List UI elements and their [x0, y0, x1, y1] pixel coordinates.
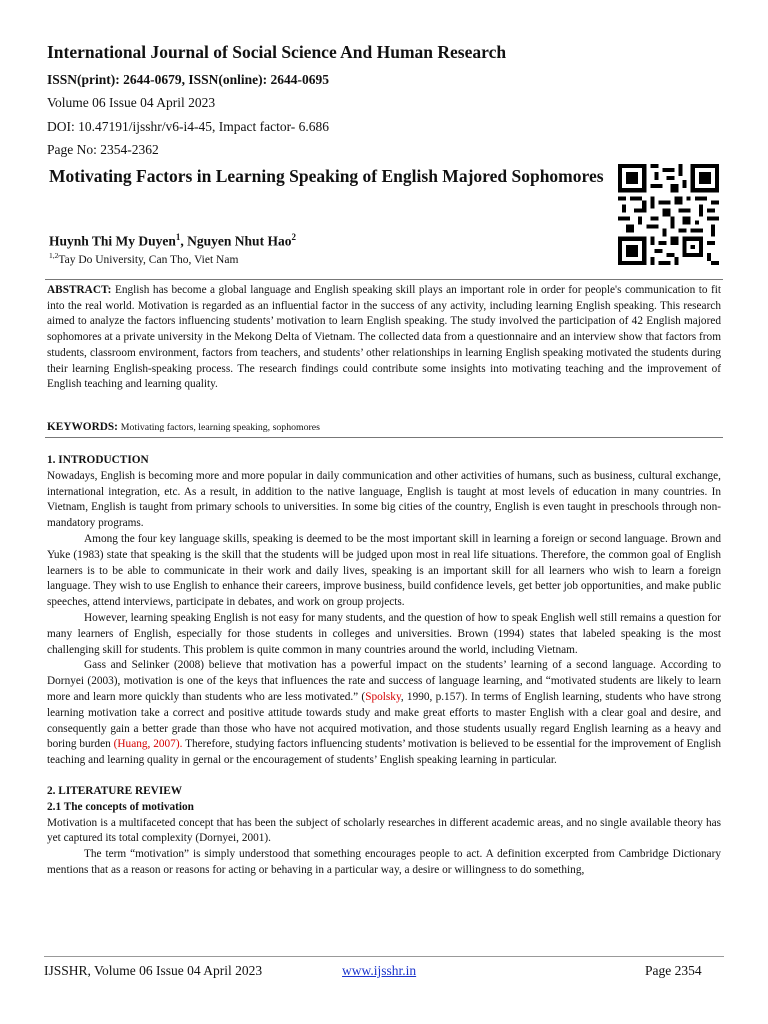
keywords-label: KEYWORDS: — [47, 421, 118, 433]
doi: DOI: 10.47191/ijsshr/v6-i4-45 — [47, 119, 212, 134]
affiliation: $^{1,2}$Tay Do University, Can Tho, Viet Nam — [49, 251, 239, 266]
subsection-heading: 2.1 The concepts of motivation — [47, 800, 194, 813]
page-range: Page No: 2354-2362 — [47, 142, 159, 157]
keywords-text: Motivating factors, learning speaking, sophomores — [120, 422, 320, 433]
doi-line: DOI: 10.47191/ijsshr/v6-i4-45, Impact factor- 6.686 — [47, 119, 330, 134]
abstract-text: English has become a global language and English speaking skill plays an important role in order for people's communication to fit into the real world. Motivation is regarded as an influential factor in the success of any activity, including learning English speaking. This research aimed to analyze the factors influencing students’ motivation to learn English speaking. The study involved the participation of 42 English majored sophomores at a private university in the Mekong Delta of Vietnam. The collected data from a questionnaire and an interview show that factors from students, classroom environment, factors from teachers, and students’ other relationships in learning English speaking motivated the students during their learning English-speaking process. The research findings could contribute some insights into motivating teaching and the improvement of English teaching and learning quality. — [47, 284, 721, 391]
journal-title: International Journal of Social Science And Human Research — [47, 42, 507, 62]
author-2: Nguyen Nhut Hao — [187, 233, 292, 249]
author-1: Huynh Thi My Duyen — [49, 233, 176, 249]
footer-journal: IJSSHR, Volume 06 Issue 04 April 2023 — [44, 963, 263, 978]
citation-link[interactable]: Spolsky — [365, 690, 401, 703]
qr-code-icon — [618, 164, 719, 265]
section-heading: 2. LITERATURE REVIEW — [47, 784, 183, 797]
paragraph: Among the four key language skills, speaking is deemed to be the most important skill in learning a foreign or second language. Brown and Yuke (1983) state that speaking is the skill that the students will be judged upon most in real life situations. Therefore, the common goal of English learners is to be able to communicate in their work and daily lives, speaking is an important skill for all learners who wish to learn a foreign language. They wish to use English to enhance their careers, improve business, build confidence levels, get better job opportunities, and make public speeches, attend interviews, participate in debates, and work on group projects. — [47, 532, 721, 609]
paragraph: Nowadays, English is becoming more and more popular in daily communication and other activities of humans, such as business, cultural exchange, international integration, etc. As a result, in addition to the native language, English is taught at most levels of education in many countries. In Vietnam, English is taught from primary schools to universities. In some big cities of the country, English is even taught in preschools through non-mandatory programs. — [47, 469, 721, 530]
page-number: Page 2354 — [645, 963, 702, 978]
paragraph: Motivation is a multifaceted concept that has been the subject of scholarly researches in different academic areas, and no single available theory has yet captured its total complexity (Dornyei, 2001). — [47, 816, 721, 845]
paper-title: Motivating Factors in Learning Speaking of English Majored Sophomores — [49, 166, 604, 186]
abstract — [47, 283, 721, 393]
issn-line: ISSN(print): 2644-0679, ISSN(online): 2644-0695 — [47, 72, 330, 87]
section-heading: 1. INTRODUCTION — [47, 454, 149, 466]
footer-link[interactable]: www.ijsshr.in — [342, 963, 417, 978]
paragraph: Gass and Selinker (2008) believe that motivation has a powerful impact on the students’ learning of a second language. According to Dornyei (2003), motivation is one of the keys that influences the rate and success of language learning, and “motivated students are likely to learn more and learn more quickly than students who are less motivated.” (Spolsky, 1990, p.157). In terms of English learning, students who have strong learning motivation take a correct and positive attitude towards study and make great efforts to master English with a clear goal and desire, and consequently gain a better grade than those who have not acquired motivation, and those students usually regard English learning as a heavy and boring burden (Huang, 2007). Therefore, studying factors influencing students’ motivation is believed to be essential for the improvement of English teaching and learning quality in gernal or the encouragement of students’ English speaking learning in particular. — [47, 659, 722, 767]
body-text — [47, 453, 721, 879]
keywords — [47, 421, 320, 433]
footer-divider — [44, 956, 724, 957]
paragraph: The term “motivation” is simply understood that something encourages people to act. A definition excerpted from Cambridge Dictionary mentions that as a reason or reasons for acting or behaving in a particular way, a desire or willingness to do something, — [47, 848, 721, 876]
citation-link[interactable]: (Huang, 2007). — [113, 738, 183, 751]
authors: Huynh Thi My Duyen$^1$, Nguyen Nhut Hao$^2$ — [49, 232, 296, 249]
paragraph: However, learning speaking English is not easy for many students, and the question of how to speak English well still remains a question for many learners of English, especially for those students in colleges and universities. Brown (1994) states that labeled speaking is the most challenging skill for students. This problem is quite common in many countries around the world, including Vietnam. — [47, 611, 721, 656]
volume-line: Volume 06 Issue 04 April 2023 — [47, 95, 216, 110]
impact-factor: Impact factor- 6.686 — [218, 119, 330, 134]
abstract-label: ABSTRACT: — [47, 284, 112, 296]
